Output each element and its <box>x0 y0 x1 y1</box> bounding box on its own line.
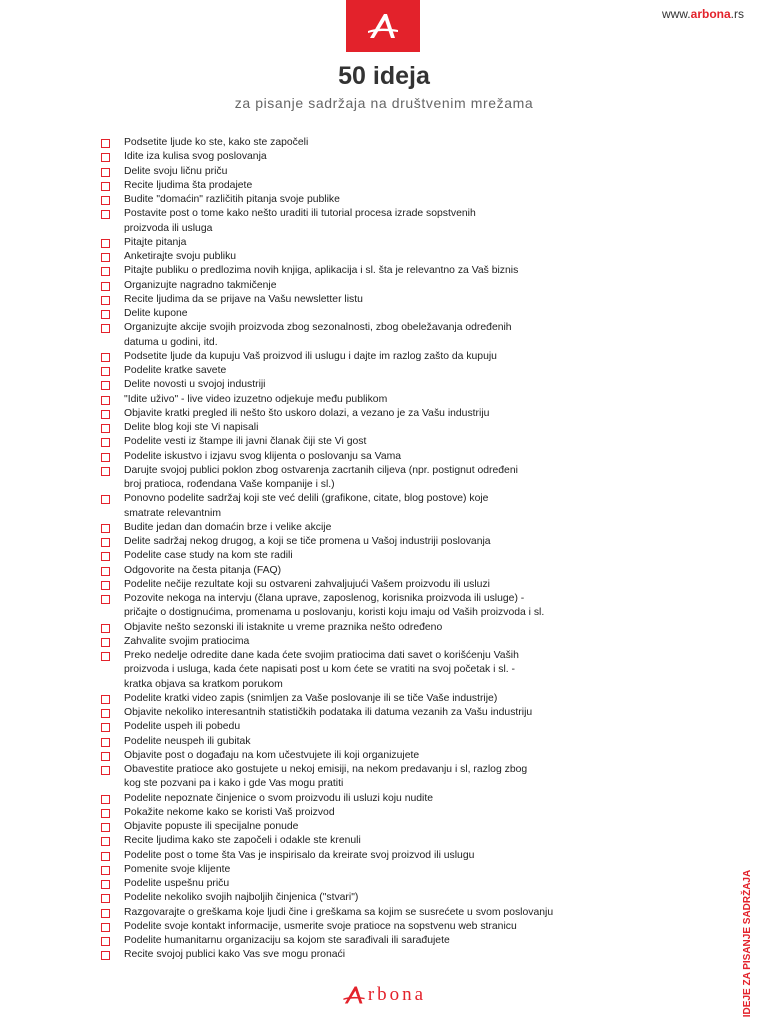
item-text-line: Recite ljudima kako ste započeli i odakle ste krenuli <box>124 835 361 847</box>
checkbox[interactable] <box>101 937 110 946</box>
checkbox[interactable] <box>101 809 110 818</box>
checkbox[interactable] <box>101 139 110 148</box>
page-title: 50 ideja <box>338 62 430 90</box>
checkbox[interactable] <box>101 253 110 262</box>
item-text-line: "Idite uživo" - live video izuzetno odjekuje među publikom <box>124 393 388 405</box>
checklist-item <box>100 706 680 720</box>
item-text-line: Idite iza kulisa svog poslovanja <box>124 151 267 163</box>
checkbox[interactable] <box>101 282 110 291</box>
checklist-item <box>100 649 680 692</box>
checkbox[interactable] <box>101 196 110 205</box>
item-text-line: Delite blog koji ste Vi napisali <box>124 422 259 433</box>
item-text-line: Podelite nepoznate činjenice o svom proizvodu ili usluzi koju nudite <box>124 792 434 804</box>
item-text-line: Podelite nečije rezultate koji su ostvareni zahvaljujući Vašem proizvodu ili usluzi <box>124 578 490 590</box>
checkbox[interactable] <box>101 524 110 533</box>
item-text-line: Budite jedan dan domaćin brze i velike akcije <box>124 521 332 533</box>
checklist-item <box>100 720 680 734</box>
checkbox[interactable] <box>101 467 110 476</box>
checkbox[interactable] <box>101 595 110 604</box>
checklist-item <box>100 849 680 863</box>
checklist-item <box>100 179 680 193</box>
item-text-line: Recite svojoj publici kako Vas sve mogu pronaći <box>124 949 346 961</box>
item-text-line: Podelite kratke savete <box>124 365 227 376</box>
checkbox[interactable] <box>101 453 110 462</box>
checklist-item <box>100 906 680 920</box>
checklist-item <box>100 592 680 621</box>
item-text-line: pričajte o dostignućima, promenama u poslovanju, koristi koju imaju od Vaših proizvoda i sl. <box>124 607 545 619</box>
checklist-item <box>100 934 680 948</box>
checkbox[interactable] <box>101 752 110 761</box>
item-text-line: Podelite nekoliko svojih najboljih činjenica ("stvari") <box>124 892 359 904</box>
arbona-a-icon <box>342 983 366 1007</box>
item-text-line: Obavestite pratioce ako gostujete u nekoj emisiji, na nekom predavanju i sl, razlog zbog <box>124 764 528 775</box>
checkbox[interactable] <box>101 367 110 376</box>
item-text-line: Podelite neuspeh ili gubitak <box>124 735 251 747</box>
item-text-line: Razgovarajte o greškama koje ljudi čine i greškama sa kojim se susrećete u svom poslovanju <box>124 906 554 918</box>
checkbox[interactable] <box>101 396 110 405</box>
checklist-item <box>100 877 680 891</box>
item-text-line: Zahvalite svojim pratiocima <box>124 635 250 647</box>
item-text-line: proizvoda ili usluga <box>124 222 213 234</box>
checkbox[interactable] <box>101 182 110 191</box>
item-text-line: datuma u godini, itd. <box>124 336 218 348</box>
item-text-line: Postavite post o tome kako nešto uraditi ili tutorial procesa izrade sopstvenih <box>124 208 476 220</box>
checklist-item <box>100 378 680 392</box>
item-text-line: Podelite svoje kontakt informacije, usmerite svoje pratioce na sopstvenu web stranicu <box>124 920 517 932</box>
checkbox[interactable] <box>101 723 110 732</box>
checkbox[interactable] <box>101 866 110 875</box>
checkbox[interactable] <box>101 239 110 248</box>
item-text-line: Podelite vesti iz štampe ili javni članak čiji ste Vi gost <box>124 436 367 448</box>
page-subtitle: za pisanje sadržaja na društvenim mrežama <box>234 95 534 111</box>
arbona-a-icon <box>366 10 400 42</box>
checkbox[interactable] <box>101 837 110 846</box>
checklist-item <box>100 492 680 521</box>
checklist-item <box>100 763 680 792</box>
header-logo <box>346 0 420 52</box>
item-text-line: Podelite case study na kom ste radili <box>124 550 293 562</box>
checkbox[interactable] <box>101 880 110 889</box>
checkbox[interactable] <box>101 709 110 718</box>
item-text-line: Delite kupone <box>124 308 188 319</box>
checklist-item <box>100 792 680 806</box>
checklist-item <box>100 834 680 848</box>
checklist-item <box>100 165 680 179</box>
checkbox[interactable] <box>101 381 110 390</box>
ideas-checklist <box>100 136 680 963</box>
footer-logo <box>0 980 768 1010</box>
item-text-line: proizvoda i usluga, kada ćete napisati post u kom ćete se vratiti na svoj početak i sl. - <box>124 664 516 676</box>
checklist-item <box>100 236 680 250</box>
checkbox[interactable] <box>101 909 110 918</box>
checkbox[interactable] <box>101 310 110 319</box>
item-text-line: Objavite nekoliko interesantnih statističkih podataka ili datuma vezanih za Vašu industriju <box>124 707 533 718</box>
checklist-item <box>100 521 680 535</box>
checkbox[interactable] <box>101 581 110 590</box>
checkbox[interactable] <box>101 638 110 647</box>
item-text-line: Objavite nešto sezonski ili istaknite u vreme praznika nešto određeno <box>124 621 443 633</box>
item-text-line: Podsetite ljude ko ste, kako ste započeli <box>124 137 309 148</box>
website-url[interactable]: www.arbona.rs <box>661 7 744 21</box>
checklist-item <box>100 321 680 350</box>
checklist-item <box>100 891 680 905</box>
item-text-line: Objavite post o događaju na kom učestvujete ili koji organizujete <box>124 749 420 761</box>
item-text-line: Pozovite nekoga na intervju (člana uprave, zaposlenog, korisnika proizvoda ili usluge) - <box>124 593 525 604</box>
checklist-item <box>100 407 680 421</box>
checkbox[interactable] <box>101 495 110 504</box>
checklist-item <box>100 806 680 820</box>
checklist-item <box>100 464 680 493</box>
checklist-item <box>100 264 680 278</box>
side-label: IDEJE ZA PISANJE SADRŽAJA <box>742 869 754 1017</box>
item-text-line: Podelite iskustvo i izjavu svog klijenta o poslovanju sa Vama <box>124 450 402 462</box>
checklist-item <box>100 564 680 578</box>
checklist-item <box>100 692 680 706</box>
item-text-line: Pokažite nekome kako se koristi Vaš proizvod <box>124 806 335 818</box>
checkbox[interactable] <box>101 438 110 447</box>
checklist-item <box>100 435 680 449</box>
item-text-line: smatrate relevantnim <box>124 507 222 519</box>
item-text-line: Anketirajte svoju publiku <box>124 251 237 262</box>
item-text-line: Objavite kratki pregled ili nešto što uskoro dolazi, a vezano je za Vašu industriju <box>124 407 490 419</box>
item-text-line: Objavite popuste ili specijalne ponude <box>124 821 299 832</box>
checkbox[interactable] <box>101 652 110 661</box>
item-text-line: Podsetite ljude da kupuju Vaš proizvod ili uslugu i dajte im razlog zašto da kupuju <box>124 350 497 362</box>
checkbox[interactable] <box>101 210 110 219</box>
item-text-line: Pitajte pitanja <box>124 236 187 248</box>
checkbox[interactable] <box>101 695 110 704</box>
checkbox[interactable] <box>101 168 110 177</box>
item-text-line: Podelite post o tome šta Vas je inspirisalo da kreirate svoj proizvod ili uslugu <box>124 849 475 861</box>
item-text-line: Podelite humanitarnu organizaciju sa kojom ste sarađivali ili sarađujete <box>124 935 450 946</box>
checklist-item <box>100 136 680 150</box>
item-text-line: Budite "domaćin" različitih pitanja svoje publike <box>124 194 340 205</box>
item-text-line: Odgovorite na česta pitanja (FAQ) <box>124 564 282 576</box>
item-text-line: Podelite uspeh ili pobedu <box>124 721 241 733</box>
checkbox[interactable] <box>101 538 110 547</box>
checklist-item <box>100 735 680 749</box>
checkbox[interactable] <box>101 852 110 861</box>
checklist-item <box>100 450 680 464</box>
checkbox[interactable] <box>101 296 110 305</box>
footer-brand-text: rbona <box>367 984 427 1005</box>
checkbox[interactable] <box>101 823 110 832</box>
checkbox[interactable] <box>101 424 110 433</box>
checklist-item <box>100 535 680 549</box>
checklist-item <box>100 948 680 962</box>
checklist-item <box>100 293 680 307</box>
checklist-item <box>100 920 680 934</box>
checklist-item <box>100 421 680 435</box>
item-text-line: Delite novosti u svojoj industriji <box>124 379 266 391</box>
checklist-item <box>100 207 680 236</box>
checkbox[interactable] <box>101 894 110 903</box>
checklist-item <box>100 279 680 293</box>
item-text-line: Podelite uspešnu priču <box>124 878 230 889</box>
item-text-line: Ponovno podelite sadržaj koji ste već delili (grafikone, citate, blog postove) koje <box>124 493 489 505</box>
checkbox[interactable] <box>101 923 110 932</box>
checkbox[interactable] <box>101 267 110 276</box>
item-text-line: Recite ljudima šta prodajete <box>124 179 253 191</box>
checkbox[interactable] <box>101 410 110 419</box>
checklist-item <box>100 393 680 407</box>
checkbox[interactable] <box>101 624 110 633</box>
checkbox[interactable] <box>101 738 110 747</box>
item-text-line: Podelite kratki video zapis (snimljen za Vaše poslovanje ili se tiče Vaše industrije) <box>124 692 498 704</box>
checkbox[interactable] <box>101 353 110 362</box>
item-text-line: Recite ljudima da se prijave na Vašu newsletter listu <box>124 293 363 305</box>
item-text-line: Organizujte nagradno takmičenje <box>124 279 277 291</box>
checklist-item <box>100 635 680 649</box>
checkbox[interactable] <box>101 951 110 960</box>
item-text-line: Delite svoju ličnu priču <box>124 165 228 177</box>
item-text-line: Pitajte publiku o predlozima novih knjiga, aplikacija i sl. šta je relevantno za Vaš biznis <box>124 265 519 277</box>
checklist-item <box>100 250 680 264</box>
checkbox[interactable] <box>101 567 110 576</box>
item-text-line: Darujte svojoj publici poklon zbog ostvarenja zacrtanih ciljeva (npr. postignut određeni <box>124 464 518 476</box>
checklist-item <box>100 549 680 563</box>
item-text-line: Delite sadržaj nekog drugog, a koji se tiče promena u Vašoj industriji poslovanja <box>124 536 491 547</box>
checklist-item <box>100 863 680 877</box>
checkbox[interactable] <box>101 795 110 804</box>
checklist-item <box>100 350 680 364</box>
checklist-item <box>100 307 680 321</box>
item-text-line: Preko nedelje odredite dane kada ćete svojim pratiocima dati savet o korišćenju Vaših <box>124 650 519 661</box>
checkbox[interactable] <box>101 766 110 775</box>
item-text-line: Pomenite svoje klijente <box>124 863 231 875</box>
checklist-item <box>100 820 680 834</box>
checklist-item <box>100 364 680 378</box>
checkbox[interactable] <box>101 324 110 333</box>
checkbox[interactable] <box>101 153 110 162</box>
checklist-item <box>100 578 680 592</box>
item-text-line: Organizujte akcije svojih proizvoda zbog sezonalnosti, zbog obeležavanja određenih <box>124 322 512 334</box>
checklist-item <box>100 749 680 763</box>
checkbox[interactable] <box>101 552 110 561</box>
item-text-line: broj pratioca, rođendana Vaše kompanije i sl.) <box>124 479 335 490</box>
item-text-line: kratka objava sa kratkom porukom <box>124 678 283 690</box>
checklist-item <box>100 193 680 207</box>
checklist-item <box>100 150 680 164</box>
item-text-line: kog ste pozvani pa i kako i gde Vas mogu pratiti <box>124 778 344 790</box>
checklist-item <box>100 621 680 635</box>
